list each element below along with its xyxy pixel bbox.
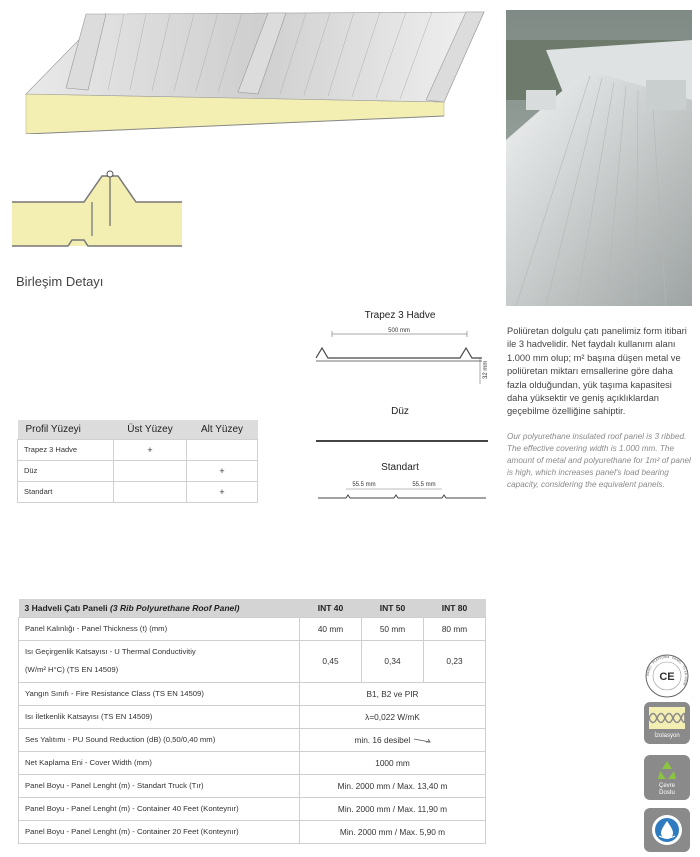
row-value: 0,45: [300, 640, 362, 682]
row-label: [19, 640, 300, 682]
profile-duz-diagram: [314, 436, 490, 446]
col-int40: INT 40: [300, 599, 362, 617]
water-drop-icon: [651, 814, 683, 846]
row-label: Ses Yalıtımı - PU Sound Reduction (dB) (0,50/0,40 mm): [19, 728, 300, 751]
profile-duz-title: Düz: [391, 406, 409, 417]
row-label: Panel Boyu - Panel Lenght (m) - Container 20 Feet (Konteynır): [19, 820, 300, 843]
profile-trapez-diagram: [312, 324, 492, 394]
insulation-label: İzolasyon: [654, 733, 680, 739]
header-bottom-surface: Alt Yüzey: [187, 420, 258, 439]
spec-title-tr: 3 Hadveli Çatı Paneli: [24, 602, 108, 613]
row-value: 0,34: [362, 640, 424, 682]
sound-wave-icon: [413, 737, 431, 743]
col-int80: INT 80: [424, 599, 486, 617]
roof-panel-illustration: [8, 6, 494, 134]
row-label: Net Kaplama Eni - Cover Width (mm): [19, 751, 300, 774]
trapez-width-label: 500 mm: [388, 328, 410, 334]
profile-surface-table: [17, 420, 258, 503]
profile-standart-diagram: [312, 476, 492, 506]
ce-badge: [644, 653, 690, 699]
ce-mark-text: CE: [659, 671, 675, 683]
row-label: Yangın Sınıfı - Fire Resistance Class (TS EN 14509): [19, 682, 300, 705]
cell-bottom: [187, 439, 258, 460]
table-row: [19, 774, 486, 797]
table-row: [18, 460, 258, 481]
table-row: [19, 617, 486, 640]
row-value: 50 mm: [362, 617, 424, 640]
water-badge: [644, 808, 690, 852]
insulation-icon: [649, 707, 685, 729]
cell-top: +: [114, 439, 187, 460]
cell-profile: Standart: [18, 481, 114, 502]
insulation-badge: [644, 702, 690, 744]
row-value: 1000 mm: [300, 751, 486, 774]
spec-table: [18, 599, 486, 844]
row-label-line2: (W/m² H°C) (TS EN 14509): [25, 665, 119, 674]
table-row: [19, 705, 486, 728]
row-value: Min. 2000 mm / Max. 5,90 m: [300, 820, 486, 843]
ce-mark-icon: [644, 653, 690, 699]
row-label-line1: Isı Geçirgenlik Katsayısı - U Thermal Conductivitiy: [25, 647, 196, 656]
spec-title-en: (3 Rib Polyurethane Roof Panel): [110, 602, 240, 613]
row-label: Panel Kalınlığı - Panel Thickness (t) (mm): [19, 617, 300, 640]
cell-profile: Düz: [18, 460, 114, 481]
row-value-sound: [300, 728, 486, 751]
row-value: 80 mm: [424, 617, 486, 640]
trapez-height-label: 32 mm: [483, 360, 489, 379]
profile-standart-title: Standart: [381, 462, 419, 473]
row-value: Min. 2000 mm / Max. 11,90 m: [300, 797, 486, 820]
row-value: B1, B2 ve PIR: [300, 682, 486, 705]
ce-ring-text: PANEL · PLATFORM · PANEL · TS EN 14509: [645, 654, 689, 686]
table-row: [19, 797, 486, 820]
spec-header-row: [19, 599, 486, 617]
table-header-row: [18, 420, 258, 439]
table-row: [19, 640, 486, 682]
joint-detail-caption: Birleşim Detayı: [16, 274, 104, 289]
eco-badge: [644, 755, 690, 800]
table-row: [19, 728, 486, 751]
standart-right-label: 55.5 mm: [412, 482, 436, 488]
row-label: Panel Boyu - Panel Lenght (m) - Container 40 Feet (Konteynır): [19, 797, 300, 820]
table-row: [18, 481, 258, 502]
cell-bottom: +: [187, 481, 258, 502]
aerial-factory-photo: [506, 10, 692, 306]
table-row: [19, 682, 486, 705]
profile-trapez-title: Trapez 3 Hadve: [364, 310, 436, 321]
description-en: Our polyurethane insulated roof panel is 3 ribbed. The effective covering width is 1.000 mm. The amount of metal and polyurethane for 1m² of panel is high, which increases panel's load bearing capacity, considering the equivalent panels.: [507, 432, 691, 489]
recycle-icon: [656, 759, 678, 781]
header-top-surface: Üst Yüzey: [114, 420, 187, 439]
row-value: 0,23: [424, 640, 486, 682]
row-value: 40 mm: [300, 617, 362, 640]
joint-detail-illustration: [12, 166, 182, 250]
eco-label-line1: Çevre: [658, 783, 675, 789]
row-value: Min. 2000 mm / Max. 13,40 m: [300, 774, 486, 797]
header-profile: Profil Yüzeyi: [18, 420, 114, 439]
table-row: [18, 439, 258, 460]
table-row: [19, 751, 486, 774]
description-tr: Poliüretan dolgulu çatı panelimiz form itibari ile 3 hadvelidir. Net faydalı kullanım alanı 1.000 mm olup; m² başına düşen metal ve poliüretan miktarı emsallerine göre daha fazla olduğundan, yük taşıma kapasitesi daha yüksektir ve geniş açıklıklardan geçebilme özelliğine sahiptir.: [507, 326, 687, 417]
row-label: Panel Boyu - Panel Lenght (m) - Standart Truck (Tır): [19, 774, 300, 797]
sound-value: min. 16 desibel: [354, 734, 411, 745]
cell-top: [114, 460, 187, 481]
standart-left-label: 55.5 mm: [352, 482, 376, 488]
spec-title: [19, 599, 300, 617]
row-value: λ=0,022 W/mK: [300, 705, 486, 728]
cell-bottom: +: [187, 460, 258, 481]
row-label: Isı İletkenlik Katsayısı (TS EN 14509): [19, 705, 300, 728]
col-int50: INT 50: [362, 599, 424, 617]
cell-profile: Trapez 3 Hadve: [18, 439, 114, 460]
eco-label-line2: Dostu: [659, 790, 675, 796]
table-row: [19, 820, 486, 843]
cell-top: [114, 481, 187, 502]
